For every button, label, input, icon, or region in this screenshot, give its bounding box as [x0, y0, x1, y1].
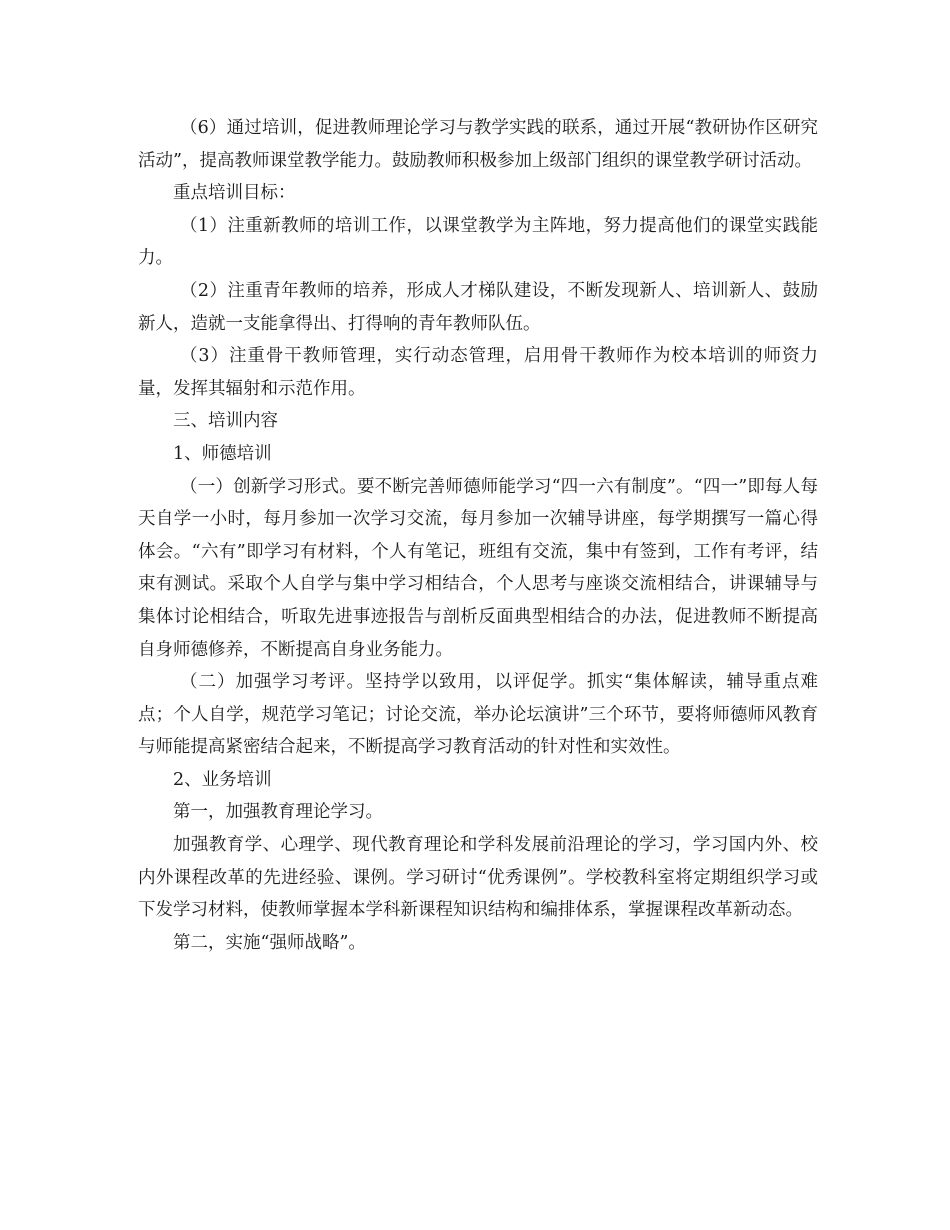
paragraph-ethics-2: （二）加强学习考评。坚持学以致用，以评促学。抓实“集体解读，辅导重点难点；个人自学，规范学习笔记；讨论交流，举办论坛演讲”三个环节，要将师德师风教育与师能提高紧密结合起来，不断提高学习教育活动的针对性和实效性。: [138, 672, 818, 758]
section-heading-training-content: 三、培训内容: [173, 411, 278, 432]
paragraph-theory-study: 加强教育学、心理学、现代教育理论和学科发展前沿理论的学习，学习国内外、校内外课程改革的先进经验、课例。学习研讨“优秀课例”。学校教科室将定期组织学习或下发学习材料，使教师掌握本学科新课程知识结构和编排体系，掌握课程改革新动态。: [138, 835, 818, 921]
subsection-heading-professional-training: 2、业务培训: [173, 769, 272, 790]
paragraph-goal-2: （2）注重青年教师的培养，形成人才梯队建设，不断发现新人、培训新人、鼓励新人，造就一支能拿得出、打得响的青年教师队伍。: [138, 280, 818, 334]
paragraph-ethics-1: （一）创新学习形式。要不断完善师德师能学习“四一六有制度”。“四一”即每人每天自学一小时，每月参加一次学习交流，每月参加一次辅导讲座，每学期撰写一篇心得体会。“六有”即学习有材料，个人有笔记，班组有交流，集中有签到，工作有考评，结束有测试。采取个人自学与集中学习相结合，个人思考与座谈交流相结合，讲课辅导与集体讨论相结合，听取先进事迹报告与剖析反面典型相结合的办法，促进教师不断提高自身师德修养，不断提高自身业务能力。: [138, 476, 818, 660]
paragraph-1: （6）通过培训，促进教师理论学习与教学实践的联系，通过开展“教研协作区研究活动”，提高教师课堂教学能力。鼓励教师积极参加上级部门组织的课堂教学研讨活动。: [138, 118, 818, 171]
paragraph-second-point: 第二，实施“强师战略”。: [173, 932, 366, 953]
subsection-heading-ethics-training: 1、师德培训: [173, 443, 272, 464]
document-body: [138, 112, 818, 959]
paragraph-goal-3: （3）注重骨干教师管理，实行动态管理，启用骨干教师作为校本培训的师资力量，发挥其辐射和示范作用。: [138, 346, 818, 399]
paragraph-goal-1: （1）注重新教师的培训工作，以课堂教学为主阵地，努力提高他们的课堂实践能力。: [138, 215, 818, 269]
heading-key-goals: 重点培训目标：: [173, 183, 296, 204]
paragraph-first-point: 第一，加强教育理论学习。: [173, 802, 383, 823]
